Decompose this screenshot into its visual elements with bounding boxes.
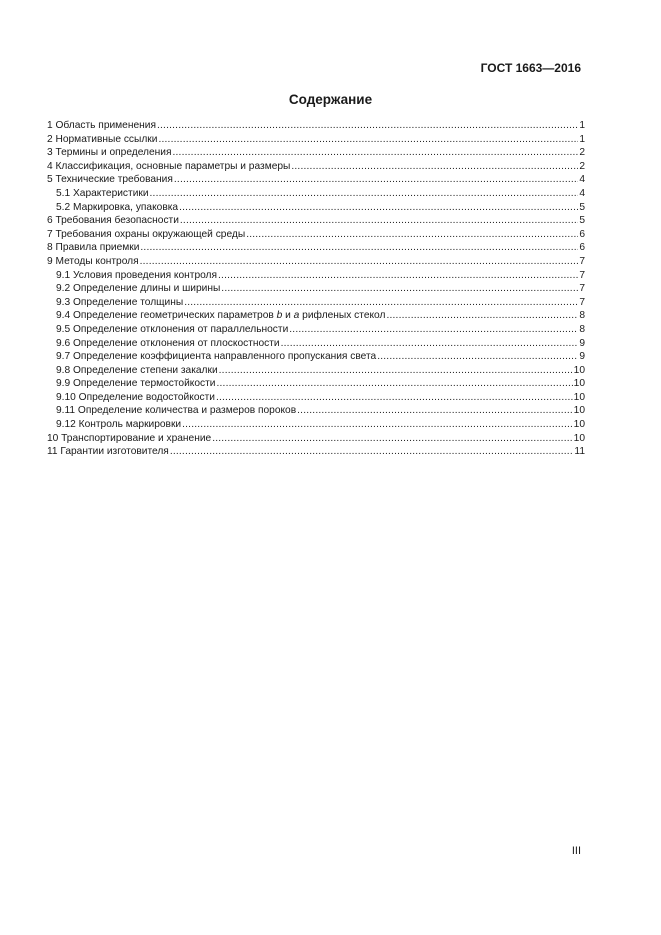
toc-subentry[interactable] [47,282,585,296]
toc-entry[interactable] [47,119,585,133]
toc-subentry[interactable] [47,391,585,405]
toc-subentry[interactable] [47,404,585,418]
toc-entry-label: 9.11 Определение количества и размеров пороков [56,405,297,417]
toc-entry-page: 7 [579,296,585,308]
toc-entry-label: 8 Правила приемки [47,242,140,254]
toc-entry-label: 9.1 Условия проведения контроля [56,269,218,281]
toc-entry-label: 9.2 Определение длины и ширины [56,283,221,295]
table-of-contents [47,119,585,459]
document-id: ГОСТ 1663—2016 [480,61,581,75]
toc-leader-dots [219,364,573,378]
toc-leader-dots [140,255,579,269]
toc-entry-label: 7 Требования охраны окружающей среды [47,228,246,240]
toc-entry-page: 1 [579,120,585,131]
toc-entry-page: 9 [579,351,585,363]
toc-entry[interactable] [47,432,585,446]
toc-entry-page: 6 [579,242,585,254]
toc-leader-dots [289,323,578,337]
toc-leader-dots [150,187,579,201]
toc-entry-page: 7 [579,283,585,295]
toc-entry-label: 9.9 Определение термостойкости [56,378,216,390]
toc-leader-dots [386,309,578,323]
toc-entry-label: 2 Нормативные ссылки [47,133,158,145]
toc-subentry[interactable] [47,350,585,364]
toc-leader-dots [281,337,579,351]
toc-leader-dots [182,418,573,432]
toc-entry-page: 4 [579,174,585,186]
toc-entry-label: 1 Область применения [47,120,156,131]
toc-leader-dots [157,119,578,133]
toc-entry[interactable] [47,445,585,459]
toc-leader-dots [246,228,578,242]
toc-entry-page: 10 [573,419,585,431]
toc-entry-label: 9.8 Определение степени закалки [56,364,218,376]
toc-entry-label [56,309,385,323]
toc-entry-label: 9 Методы контроля [47,255,139,267]
toc-label-text: 9.4 Определение геометрических параметров [56,310,277,322]
toc-entry-label: 9.10 Определение водостойкости [56,391,215,403]
toc-leader-dots [297,404,573,418]
toc-entry-page: 1 [579,133,585,145]
toc-leader-dots [216,377,572,391]
page-number: III [571,845,581,857]
toc-leader-dots [184,296,578,310]
toc-subentry[interactable] [47,309,585,323]
toc-entry-label: 9.7 Определение коэффициента направленного пропускания света [56,351,377,363]
toc-subentry[interactable] [47,187,585,201]
toc-label-var-a: а [293,310,300,322]
toc-entry-label: 5 Технические требования [47,174,173,186]
toc-entry-page: 10 [573,364,585,376]
toc-subentry[interactable] [47,337,585,351]
toc-entry[interactable] [47,241,585,255]
toc-entry-page: 11 [574,446,585,458]
toc-leader-dots [179,201,578,215]
toc-subentry[interactable] [47,364,585,378]
toc-leader-dots [172,146,578,160]
toc-entry-page: 10 [573,432,585,444]
toc-entry-page: 10 [573,378,585,390]
toc-entry-page: 8 [579,310,585,322]
toc-entry-label: 9.12 Контроль маркировки [56,419,182,431]
toc-leader-dots [140,241,578,255]
toc-entry-page: 6 [579,228,585,240]
toc-label-text: и [282,310,294,322]
toc-entry[interactable] [47,146,585,160]
toc-entry-page: 10 [573,405,585,417]
toc-entry-page: 4 [579,187,585,199]
toc-entry-label: 5.2 Маркировка, упаковка [56,201,179,213]
toc-entry-page: 8 [579,323,585,335]
toc-leader-dots [377,350,578,364]
toc-leader-dots [218,269,578,283]
toc-leader-dots [216,391,573,405]
toc-leader-dots [170,445,574,459]
toc-entry[interactable] [47,228,585,242]
toc-label-var-b: b [276,310,283,322]
toc-entry-label: 10 Транспортирование и хранение [47,432,212,444]
page-title: Содержание [288,92,373,107]
toc-leader-dots [158,133,578,147]
toc-subentry[interactable] [47,269,585,283]
toc-entry[interactable] [47,160,585,174]
toc-leader-dots [221,282,578,296]
toc-subentry[interactable] [47,377,585,391]
toc-entry-page: 2 [579,160,585,172]
toc-entry-label: 9.6 Определение отклонения от плоскостности [56,337,280,349]
toc-entry-label: 5.1 Характеристики [56,187,149,199]
toc-entry-page: 7 [579,255,585,267]
toc-entry-label: 3 Термины и определения [47,147,172,159]
toc-entry-page: 5 [579,215,585,227]
toc-entry-page: 7 [579,269,585,281]
toc-entry-label: 4 Классификация, основные параметры и размеры [47,160,291,172]
toc-label-text: рифленых стекол [299,310,386,322]
toc-entry-label: 9.3 Определение толщины [56,296,184,308]
toc-leader-dots [212,432,572,446]
toc-subentry[interactable] [47,418,585,432]
toc-entry-page: 5 [579,201,585,213]
toc-leader-dots [174,173,578,187]
toc-entry[interactable] [47,173,585,187]
toc-leader-dots [291,160,578,174]
toc-entry-label: 9.5 Определение отклонения от параллельности [56,323,289,335]
toc-entry[interactable] [47,255,585,269]
toc-entry-label: 11 Гарантии изготовителя [47,446,169,458]
toc-entry[interactable] [47,133,585,147]
toc-entry-label: 6 Требования безопасности [47,215,179,227]
toc-subentry[interactable] [47,201,585,215]
toc-entry-page: 9 [579,337,585,349]
toc-subentry[interactable] [47,323,585,337]
toc-subentry[interactable] [47,296,585,310]
toc-entry-page: 2 [579,147,585,159]
toc-leader-dots [180,214,578,228]
toc-entry[interactable] [47,214,585,228]
toc-entry-page: 10 [573,391,585,403]
